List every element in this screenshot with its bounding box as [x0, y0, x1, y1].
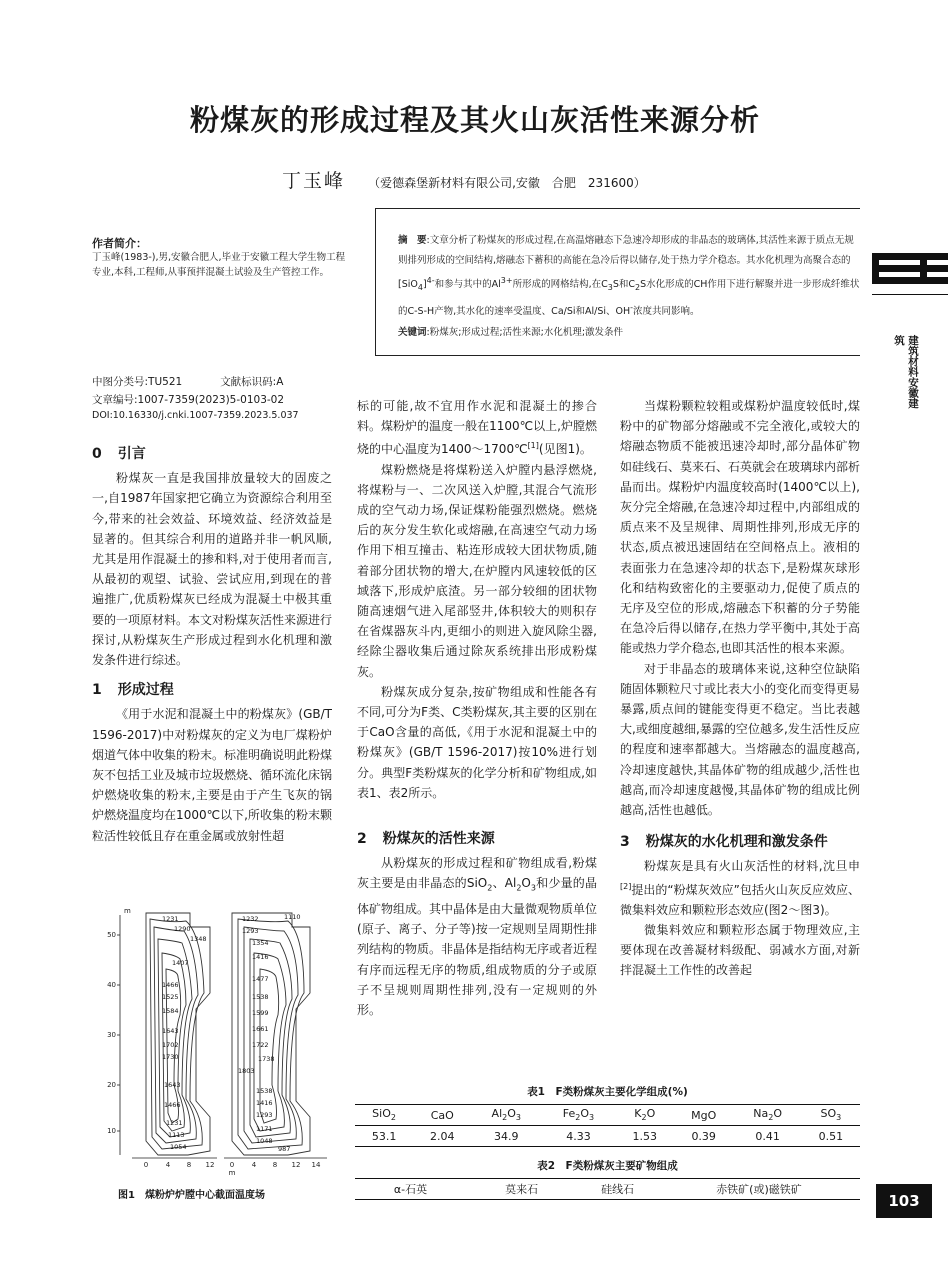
table-cell: 34.9 — [494, 1129, 519, 1143]
isotherm-label: 1525 — [162, 993, 179, 1001]
table-row — [355, 1126, 860, 1147]
y-unit-label: m — [124, 907, 131, 915]
isotherm-label: 1113 — [168, 1131, 185, 1139]
table-header: SiO$_2$ — [372, 1107, 396, 1123]
journal-column-label: 建筑材料安徽建筑 — [893, 335, 919, 409]
isotherm-label: 1416 — [256, 1099, 273, 1107]
table-header-row — [355, 1179, 860, 1200]
section-1-heading: 1 形成过程 — [92, 682, 174, 699]
x-tick: 8 — [272, 1161, 278, 1169]
keywords: 粉煤灰;形成过程;活性来源;水化机理;激发条件 — [429, 327, 624, 339]
keywords-label: 关键词 — [398, 327, 427, 339]
table-2-caption: 表2 F类粉煤灰主要矿物组成 — [537, 1160, 678, 1172]
figure-1-caption: 图1 煤粉炉炉膛中心截面温度场 — [118, 1190, 265, 1201]
isotherm-label: 1477 — [252, 975, 269, 983]
section-3-heading: 3 粉煤灰的水化机理和激发条件 — [620, 834, 828, 851]
keywords-line: 关键词:粉煤灰;形成过程;活性来源;水化机理;激发条件 — [398, 327, 624, 339]
x-tick: 0 — [143, 1161, 149, 1169]
abstract-text: 摘 要:文章分析了粉煤灰的形成过程,在高温熔融态下急速冷却形成的非晶态的玻璃体,其活性来源于质点无规则排列形成的空间结构,熔融态下蓄积的高能在急冷后得以储存,处于热力学介稳态。其水化机理为高聚合态的$[SiO_4]^{4-}$和参与其中的$Al^{3+}$所形成的网格结构,在$C_3S$和$C_2S$水化形成的CH作用下进行解聚并进一步形成纤维状的C-S-H产物,其水化的速率受温度、Ca/Si和Al/Si、OH-浓度共同影响。 — [398, 235, 860, 318]
x-tick: 4 — [165, 1161, 171, 1169]
isotherm-label: 1702 — [162, 1041, 179, 1049]
figure-1-temperature-field — [92, 905, 345, 1177]
isotherm-label: 1054 — [170, 1143, 187, 1151]
table-header: MgO — [691, 1108, 717, 1122]
isotherm-label: 1466 — [164, 1101, 181, 1109]
x-tick: 14 — [311, 1161, 321, 1169]
y-tick: 40 — [107, 981, 116, 989]
x-tick: 12 — [205, 1161, 215, 1169]
author-affiliation: （爱德森堡新材料有限公司,安徽 合肥 231600） — [368, 176, 646, 190]
author-name: 丁玉峰 — [282, 170, 346, 192]
page-number: 103 — [876, 1184, 932, 1218]
table-1 — [355, 1104, 860, 1147]
table-cell: 0.39 — [691, 1129, 716, 1143]
table-header-row — [355, 1105, 860, 1126]
isotherm-label: 1599 — [252, 1009, 269, 1017]
isotherm-label: 1354 — [252, 939, 269, 947]
table-cell: 4.33 — [566, 1129, 591, 1143]
isotherm-label: 1643 — [164, 1081, 181, 1089]
table-cell: 53.1 — [371, 1129, 397, 1143]
page-title: 粉煤灰的形成过程及其火山灰活性来源分析 — [189, 103, 760, 137]
section-2-paragraph: 从粉煤灰的形成过程和矿物组成看,粉煤灰主要是由非晶态的SiO$_2$、$Al_2O_3$和少量的晶体矿物组成。其中晶体是由大量微观物质单位(原子、离子、分子等)按一定规则呈周期性排列结构的物质。非晶体是指结构无序或者近程有序而远程无序的物质,组成物质的分子或原子不呈规则周期性排列,没有一定规则的外形。 — [357, 856, 598, 1018]
isotherm-label: 1171 — [256, 1125, 273, 1133]
isotherm-label: 1538 — [256, 1087, 273, 1095]
isotherm-label: 1584 — [162, 1007, 179, 1015]
abstract-label: 摘 要 — [398, 235, 427, 246]
table-cell: 0.41 — [755, 1129, 780, 1143]
table-header: $SO_3$ — [820, 1107, 842, 1123]
side-rule — [872, 294, 948, 295]
table-header: $Al_2O_3$ — [491, 1107, 521, 1123]
x-tick: 0 — [229, 1161, 235, 1169]
isotherm-label: 1231 — [166, 1119, 183, 1127]
isotherm-label: 1407 — [172, 959, 189, 967]
isotherm-label: 1416 — [252, 953, 269, 961]
section-1-paragraph: 《用于水泥和混凝土中的粉煤灰》(GB/T 1596-2017)中对粉煤灰的定义为电厂煤粉炉烟道气体中收集的粉末。标准明确说明此粉煤灰不包括工业及城市垃圾燃烧、循环流化床锅炉燃烧收集的粉末,主要是由于产生飞灰的锅炉燃烧温度均在1000℃以下,所收集的粉末颗粒活性较低且存在重金属或放射性超 — [92, 707, 333, 843]
doi: DOI:10.16330/j.cnki.1007-7359.2023.5.037 — [92, 410, 299, 421]
isotherm-label: 987 — [278, 1145, 291, 1153]
isotherm-label: 1110 — [284, 913, 301, 921]
table-header: 硅线石 — [601, 1183, 635, 1196]
table-header: $Na_2O$ — [753, 1107, 783, 1123]
isotherm-label: 1290 — [174, 925, 191, 933]
isotherm-label: 1538 — [252, 993, 269, 1001]
y-tick: 20 — [107, 1081, 116, 1089]
isotherm-label: 1048 — [256, 1137, 273, 1145]
x-unit-label: m — [228, 1169, 236, 1177]
table-1-caption: 表1 F类粉煤灰主要化学组成(%) — [527, 1086, 688, 1098]
col2-paragraph-1: 煤粉燃烧是将煤粉送入炉膛内悬浮燃烧,将煤粉与一、二次风送入炉膛,其混合气流形成的空气动力场,保证煤粉能强烈燃烧。燃烧后的灰分发生软化或熔融,在高速空气动力场作用下相互撞击、粘连形成较大团状物质,随着部分团状物的增大,在炉膛内风速较低的区域落下,形成炉底渣。另一部分较细的团状物随高速烟气进入尾部竖井,体积较大的则积存在省煤器灰斗内,更细小的则进入旋风除尘器,经除尘器收集后通过除灰系统排出形成粉煤灰。 — [357, 462, 597, 679]
table-2 — [355, 1178, 860, 1200]
table-header: CaO — [430, 1108, 454, 1122]
y-tick: 50 — [107, 931, 116, 939]
isotherm-label: 1348 — [190, 935, 207, 943]
isotherm-label: 1232 — [242, 915, 259, 923]
col2-paragraph-0: 标的可能,故不宜用作水泥和混凝土的掺合料。煤粉炉的温度一般在1100℃以上,炉膛燃烧的中心温度为1400～1700℃[1](见图1)。 — [357, 399, 597, 457]
isotherm-label: 1293 — [242, 927, 259, 935]
column-3 — [620, 396, 860, 981]
col2-paragraph-2: 粉煤灰成分复杂,按矿物组成和性能各有不同,可分为F类、C类粉煤灰,其主要的区别在于CaO含量的高低,《用于水泥和混凝土中的粉煤灰》(GB/T 1596-2017)按10%进行划分。典型F类粉煤灰的化学分析和矿物组成,如表1、表2所示。 — [357, 684, 597, 800]
x-tick: 8 — [186, 1161, 192, 1169]
table-header: 莫来石 — [505, 1183, 539, 1196]
y-tick: 30 — [107, 1031, 116, 1039]
x-tick: 12 — [291, 1161, 301, 1169]
section-3-paragraph-2: 微集料效应和颗粒形态属于物理效应,主要体现在改善凝材料级配、弱减水方面,对新拌混凝土工作性的改善起 — [620, 923, 860, 978]
table-header: 赤铁矿(或)磁铁矿 — [716, 1183, 802, 1196]
author-line — [282, 166, 646, 193]
table-header: $K_2O$ — [634, 1107, 656, 1123]
section-3-paragraph-1: 粉煤灰是具有火山灰活性的材料,沈旦申[2]提出的“粉煤灰效应”包括火山灰反应效应、微集料效应和颗粒形态效应(图2～图3)。 — [620, 859, 860, 917]
table-cell: 1.53 — [632, 1129, 658, 1143]
y-tick: 10 — [107, 1127, 116, 1135]
classification-line: 中图分类号:TU521 文献标识码:A — [92, 376, 284, 388]
intro-paragraph: 粉煤灰一直是我国排放量较大的固废之一,自1987年国家把它确立为资源综合利用至今,带来的社会效益、环境效益、经济效益是显著的。但其综合利用的道路并非一帆风顺,尤其是用作混凝土的掺和料,对于使用者而言,从最初的观望、试验、尝试应用,到现在的普遍推广,优质粉煤灰已经成为混凝土中极其重要的一项原材料。本文对粉煤灰活性来源进行探讨,从粉煤灰生产形成过程到水化机理和激发条件进行综述。 — [92, 471, 333, 668]
bio-text: 丁玉峰(1983-),男,安徽合肥人,毕业于安徽工程大学生物工程专业,本科,工程师,从事预拌混凝土试验及生产管控工作。 — [92, 252, 346, 278]
table-header: α-石英 — [393, 1183, 428, 1196]
col3-paragraph-2: 对于非晶态的玻璃体来说,这种空位缺陷随固体颗粒尺寸或比表大小的变化而变得更易暴露,质点间的键能变得更不稳定。当比表越大,或细度越细,暴露的空位越多,发生活性反应的程度和速率都越大。当熔融态的温度越高,冷却速度越快,其晶体矿物的组成越少,活性也越高,而冷却速度越慢,其晶体矿物的组成比例越高,活性也越低。 — [620, 661, 861, 818]
isotherm-label: 1661 — [252, 1025, 269, 1033]
table-cell: 2.04 — [429, 1129, 455, 1143]
isotherm-label: 1643 — [162, 1027, 179, 1035]
isotherm-label: 1738 — [258, 1055, 275, 1063]
isotherm-label: 1293 — [256, 1111, 273, 1119]
column-1 — [92, 446, 333, 846]
section-2-heading: 2 粉煤灰的活性来源 — [357, 831, 495, 848]
abstract-box — [375, 208, 860, 356]
isotherm-label: 1803 — [238, 1067, 255, 1075]
isotherm-label: 1466 — [162, 981, 179, 989]
col3-paragraph-1: 当煤粉颗粒较粗或煤粉炉温度较低时,煤粉中的矿物部分熔融或不完全液化,或较大的熔融态物质不能被迅速冷却时,部分晶体矿物如硅线石、莫来石、石英就会在玻璃球内部析晶而出。煤粉炉内温度较高时(1400℃以上),灰分完全熔融,在急速冷却过程中,内部组成的质点来不及呈规律、周期性排列,形成无序的状态,质点被迅速固结在空间格点上。液相的表面张力在急速冷却的状态下,是粉煤灰球形化和结构致密化的主要驱动力,促使了质点的无序及空位的形成,熔融态下积蓄的分子势能在急冷后得以储存,在热力学平衡中,其处于高能或热力学介稳态,也即其活性的根本来源。 — [620, 399, 861, 656]
x-tick: 4 — [251, 1161, 257, 1169]
isotherm-label: 1730 — [162, 1053, 179, 1061]
column-2 — [357, 396, 597, 1020]
article-number: 文章编号:1007-7359(2023)5-0103-02 — [92, 394, 285, 406]
isotherm-label: 1722 — [252, 1041, 269, 1049]
section-0-heading: 0 引言 — [92, 446, 146, 462]
bio-label: 作者简介： — [92, 237, 147, 250]
table-cell: 0.51 — [818, 1129, 844, 1143]
table-header: $Fe_2O_3$ — [562, 1107, 595, 1123]
isotherm-label: 1231 — [162, 915, 179, 923]
